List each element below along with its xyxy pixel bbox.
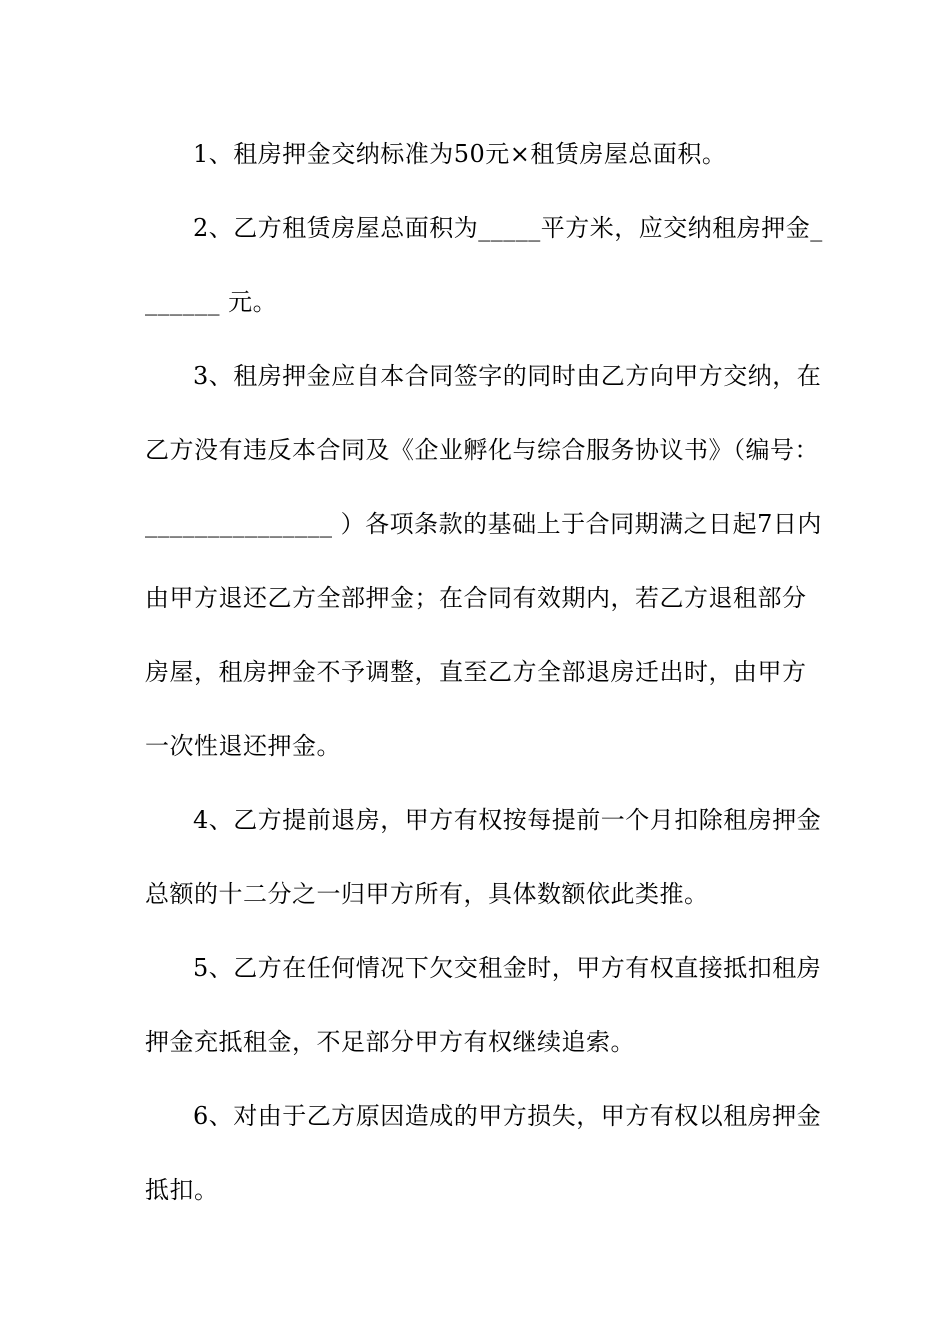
clause-3-line-5: 房屋，租房押金不予调整，直至乙方全部退房迁出时，由甲方 — [145, 658, 807, 686]
clause-5-line-2: 押金充抵租金，不足部分甲方有权继续追索。 — [145, 1028, 635, 1056]
clause-2-line-2: ______ 元。 — [145, 288, 278, 316]
clause-2-line-1: 2、乙方租赁房屋总面积为_____平方米，应交纳租房押金_ — [193, 214, 823, 242]
clause-3-line-4: 由甲方退还乙方全部押金；在合同有效期内，若乙方退租部分 — [145, 584, 807, 612]
clause-4-line-1: 4、乙方提前退房，甲方有权按每提前一个月扣除租房押金 — [193, 806, 822, 834]
clause-1-line-1: 1、租房押金交纳标准为50元×租赁房屋总面积。 — [193, 140, 727, 168]
clause-6-line-1: 6、对由于乙方原因造成的甲方损失，甲方有权以租房押金 — [193, 1102, 822, 1130]
clause-3-line-1: 3、租房押金应自本合同签字的同时由乙方向甲方交纳，在 — [193, 362, 822, 390]
clause-4-line-2: 总额的十二分之一归甲方所有，具体数额依此类推。 — [145, 880, 709, 908]
clause-3-line-2: 乙方没有违反本合同及《企业孵化与综合服务协议书》（编号： — [145, 436, 819, 464]
clause-5-line-1: 5、乙方在任何情况下欠交租金时，甲方有权直接抵扣租房 — [193, 954, 822, 982]
clause-3-line-6: 一次性退还押金。 — [145, 732, 341, 760]
clause-6-line-2: 抵扣。 — [145, 1176, 219, 1204]
clause-3-line-3: _______________ ）各项条款的基础上于合同期满之日起7日内 — [145, 510, 822, 538]
